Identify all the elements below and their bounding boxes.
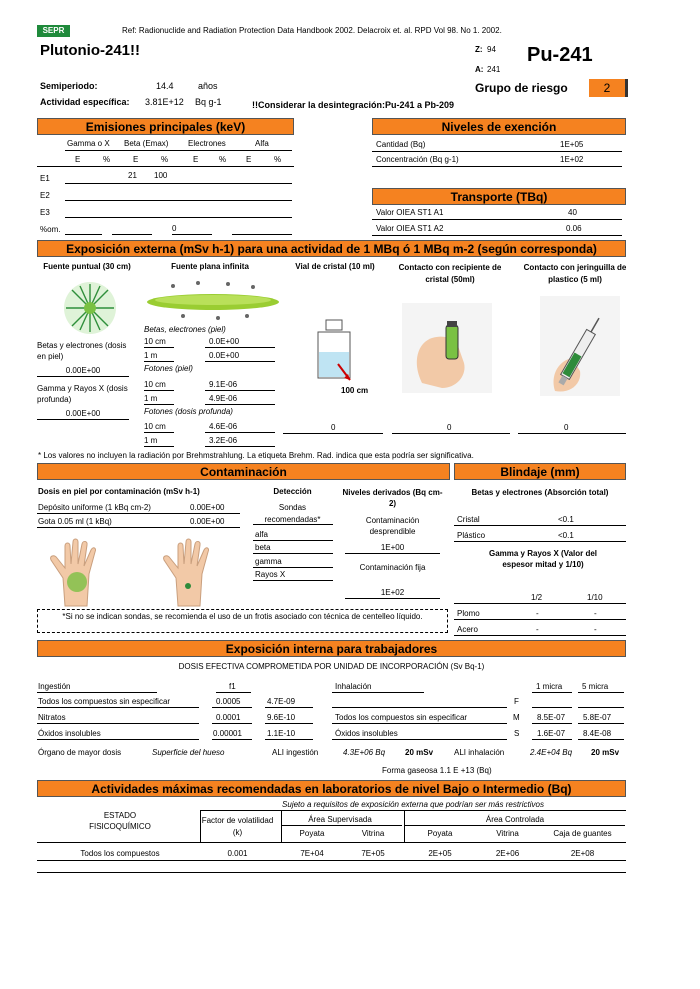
blindaje-row-label: Plomo [457,609,480,618]
actividad-unit: Bq g-1 [195,97,222,107]
inhalacion-col: 5 micra [582,682,609,691]
ingestion-row-label: Nitratos [38,713,66,722]
organo-label: Órgano de mayor dosis [38,748,122,757]
actividades-row-v4: 2E+06 [495,849,520,858]
exencion-row-label: Cantidad (Bq) [376,140,426,149]
externa-betas-label: Betas y electrones (dosis en piel) [37,341,127,361]
vial-illustration [312,318,362,388]
ingestion-row-label: Óxidos insolubles [38,729,101,738]
blindaje-row-value: <0.1 [558,515,574,524]
emisiones-sub-p1: % [103,155,111,164]
z-label: Z: [475,45,483,54]
ali-inhalacion-label: ALI inhalación [454,748,505,757]
emisiones-row-label: E3 [40,208,50,217]
emisiones-sub-e3: E [193,155,199,164]
ingestion-label: Ingestión [38,682,71,691]
sepr-logo: SEPR [37,25,70,37]
externa-gamma-label: Gamma y Rayos X (dosis profunda) [37,384,128,404]
plana-value: 4.9E-06 [209,394,238,403]
blindaje-gamma-col: 1/2 [531,593,543,602]
transporte-row-value: 40 [568,208,577,217]
dosis-piel-row-label: Gota 0.05 ml (1 kBq) [38,517,112,526]
dosis-piel-title: Dosis en piel por contaminación (mSv h-1) [38,487,200,496]
exencion-row-value: 1E+02 [560,155,584,164]
contaminated-hand-illustration [45,538,117,608]
ingestion-row-value: 9.6E-10 [267,713,296,722]
externa-gamma-value: 0.00E+00 [65,409,101,418]
contaminacion-footnote: *Si no se indican sondas, se recomienda el uso de un frotis asociado con técnica de centelleo líquido. [37,609,448,633]
inhalacion-value-5: 5.8E-07 [583,713,612,722]
dosis-piel-row-value: 0.00E+00 [190,517,225,526]
emisiones-e1-beta-p: 100 [154,171,168,180]
actividad-label: Actividad específica: [40,97,130,107]
emisiones-sub-p2: % [161,155,169,164]
plana-fotones-title: Fotones (piel) [144,364,193,373]
sonda-item: beta [255,543,271,552]
blindaje-gamma-title: Gamma y Rayos X (Valor del espesor mitad y 1/10) [488,549,598,569]
sondas-label: Sondas recomendadas* [264,503,321,524]
fija-value: 1E+02 [380,588,405,597]
semiperiodo-unit: años [198,81,218,91]
emisiones-sub-e1: E [75,155,81,164]
blindaje-row-label: Plástico [457,531,486,540]
inhalacion-value-1: 8.5E-07 [537,713,566,722]
plana-value: 4.6E-06 [209,422,238,431]
interna-subtitle: DOSIS EFECTIVA COMPROMETIDA POR UNIDAD DE INCORPORACIÓN (Sv Bq-1) [178,662,485,671]
transporte-row-label: Valor OIEA ST1 A2 [376,224,444,233]
forma-gaseosa: Forma gaseosa 1.1 E +13 (Bq) [382,766,492,775]
a-value: 241 [487,65,501,74]
recipiente-value: 0 [447,423,452,432]
blindaje-value-tenth: - [594,625,597,634]
ali-inhalacion-dose: 20 mSv [591,748,620,757]
nuclide-symbol: Pu-241 [527,44,593,66]
ingestion-row-label: Todos los compuestos sin especificar [38,697,171,706]
ali-inhalacion-value: 2.4E+04 Bq [530,748,573,757]
sujeto-note: Sujeto a requisitos de exposición externa que podrían ser más restrictivos [282,800,544,809]
emisiones-row-label: E2 [40,191,50,200]
plana-value: 0.0E+00 [209,351,240,360]
deteccion-title: Detección [273,487,312,496]
inhalacion-value-5: 8.4E-08 [583,729,612,738]
blindaje-row-value: <0.1 [558,531,574,540]
drop-hand-illustration [158,538,230,608]
externa-footnote: * Los valores no incluyen la radiación por Brehmstrahlung. La etiqueta Brehm. Rad. indica que esta podría ser significativa. [38,451,474,460]
reference-text: Ref: Radionuclide and Radiation Protection Data Handbook 2002. Delacroix et. al. RPD Vol 98. No 1. 2002. [122,26,502,35]
plana-distance: 1 m [144,351,158,360]
inhalacion-row-label: Todos los compuestos sin especificar [335,713,468,722]
inhalacion-col: 1 micra [536,682,563,691]
z-value: 94 [487,45,496,54]
plana-value: 0.0E+00 [209,337,240,346]
area-controlada-header: Área Controlada [485,815,545,824]
externa-header: Exposición externa (mSv h-1) para una actividad de 1 MBq ó 1 MBq m-2 (según corresponda) [37,240,626,257]
plana-distance: 10 cm [144,380,166,389]
ingestion-row-f1: 0.0001 [216,713,241,722]
sub-col-poyata: Poyata [427,829,453,838]
actividades-row-v5: 2E+08 [570,849,595,858]
emisiones-sub-e4: E [246,155,252,164]
emisiones-row-label: E1 [40,174,50,183]
blindaje-header: Blindaje (mm) [454,463,626,480]
sonda-item: alfa [255,530,268,539]
estado-header: ESTADO FISICOQUÍMICO [89,811,151,831]
ali-ingestion-label: ALI ingestión [272,748,319,757]
blindaje-value-half: - [536,609,539,618]
blindaje-row-label: Cristal [457,515,480,524]
factor-header: Factor de volatilidad (k) [201,816,274,837]
plane-source-illustration [143,278,283,323]
actividades-header: Actividades máximas recomendadas en laboratorios de nivel Bajo o Intermedio (Bq) [37,780,626,797]
sonda-item: Rayos X [255,570,286,579]
blindaje-value-half: - [536,625,539,634]
sonda-item: gamma [255,557,282,566]
emisiones-omitted-value: 0 [172,224,177,233]
blindaje-row-label: Acero [457,625,478,634]
emisiones-sub-p4: % [274,155,282,164]
externa-col-plana: Fuente plana infinita [171,262,249,271]
dosis-piel-row-value: 0.00E+00 [190,503,225,512]
dosis-piel-row-label: Depósito uniforme (1 kBq cm-2) [38,503,151,512]
nuclide-title: Plutonio-241!! [40,42,140,59]
actividades-row-v2: 7E+05 [361,849,385,858]
blindaje-value-tenth: - [594,609,597,618]
inhalacion-row-label: Óxidos insolubles [335,729,398,738]
inhalacion-tipo: F [514,697,519,706]
desprendible-label: Contaminación desprendible [365,516,420,536]
f1-label: f1 [229,682,236,691]
emisiones-row-label: %om. [40,225,61,234]
area-supervisada-header: Área Supervisada [308,815,372,824]
vial-distance: 100 cm [341,386,369,395]
grupo-riesgo-value: 2 [589,79,628,97]
actividad-value: 3.81E+12 [145,97,184,107]
emisiones-group-electrones: Electrones [188,139,226,148]
semiperiodo-value: 14.4 [156,81,174,91]
emisiones-sub-p3: % [219,155,227,164]
plana-profunda-title: Fotones (dosis profunda) [144,407,233,416]
externa-col-recipiente: Contacto con recipiente de cristal (50ml) [398,263,502,284]
emisiones-sub-e2: E [133,155,139,164]
emisiones-header: Emisiones principales (keV) [37,118,294,135]
emisiones-group-gamma: Gamma o X [67,139,110,148]
vial-value: 0 [331,423,336,432]
ingestion-row-value: 4.7E-09 [267,697,296,706]
transporte-row-value: 0.06 [566,224,582,233]
plana-value: 3.2E-06 [209,436,238,445]
desprendible-value: 1E+00 [380,543,405,552]
exencion-row-label: Concentración (Bq g-1) [376,155,459,164]
plana-distance: 10 cm [144,422,166,431]
sub-col-vitrina: Vitrina [496,829,519,838]
semiperiodo-label: Semiperiodo: [40,81,98,91]
ingestion-row-f1: 0.00001 [213,729,242,738]
blindaje-gamma-col: 1/10 [587,593,603,602]
actividades-row-v3: 2E+05 [428,849,452,858]
plana-value: 9.1E-06 [209,380,238,389]
plana-betas-title: Betas, electrones (piel) [144,325,226,334]
inhalacion-value-1: 1.6E-07 [537,729,566,738]
transporte-header: Transporte (TBq) [372,188,626,205]
transporte-row-label: Valor OIEA ST1 A1 [376,208,444,217]
externa-col-vial: Vial de cristal (10 ml) [295,262,375,271]
emisiones-group-alfa: Alfa [255,139,269,148]
point-source-illustration [50,278,130,338]
actividades-row-k: 0.001 [227,849,248,858]
ingestion-row-value: 1.1E-10 [267,729,296,738]
exencion-row-value: 1E+05 [560,140,584,149]
ingestion-row-f1: 0.0005 [216,697,241,706]
externa-betas-value: 0.00E+00 [65,366,101,375]
externa-col-jeringuilla: Contacto con jeringuilla de plastico (5 ml) [523,263,627,284]
inhalacion-label: Inhalación [335,682,372,691]
a-label: A: [475,65,484,74]
emisiones-e1-beta-e: 21 [128,171,137,180]
fija-label: Contaminación fija [359,563,426,572]
inhalacion-tipo: M [513,713,520,722]
plana-distance: 1 m [144,436,158,445]
externa-col-puntual: Fuente puntual (30 cm) [43,262,131,271]
interna-header: Exposición interna para trabajadores [37,640,626,657]
organo-value: Superficie del hueso [152,748,225,757]
ali-ingestion-dose: 20 mSv [405,748,434,757]
actividades-row-label: Todos los compuestos [80,849,160,858]
sub-col-vitrina: Vitrina [361,829,385,838]
emisiones-group-beta: Beta (Emax) [124,139,169,148]
jeringuilla-value: 0 [564,423,569,432]
sub-col-caja-guantes: Caja de guantes [553,829,612,838]
container-contact-illustration [402,303,492,393]
blindaje-betas-title: Betas y electrones (Absorción total) [471,488,609,497]
syringe-illustration [540,296,620,396]
plana-distance: 1 m [144,394,158,403]
grupo-riesgo-label: Grupo de riesgo [475,81,568,95]
desintegracion-note: !!Considerar la desintegración:Pu-241 a Pb-209 [252,100,455,110]
exencion-header: Niveles de exención [372,118,626,135]
derivados-title: Niveles derivados (Bq cm-2) [342,488,443,508]
inhalacion-tipo: S [514,729,520,738]
sub-col-poyata: Poyata [299,829,325,838]
ali-ingestion-value: 4.3E+06 Bq [343,748,386,757]
actividades-row-v1: 7E+04 [300,849,324,858]
contaminacion-header: Contaminación [37,463,450,480]
plana-distance: 10 cm [144,337,166,346]
